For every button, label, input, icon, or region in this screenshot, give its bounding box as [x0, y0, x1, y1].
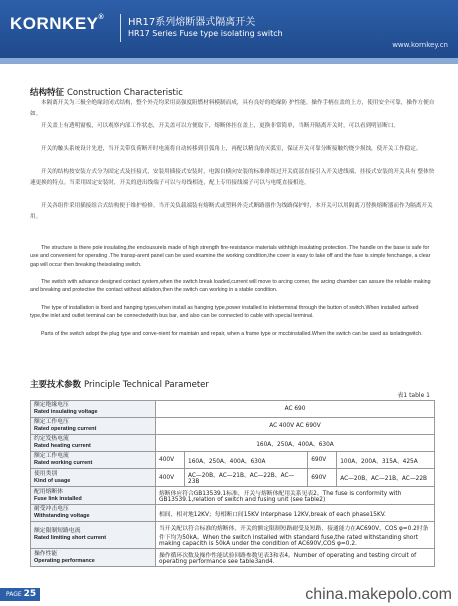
cn-paragraph: 开关的结构按安装方式分为固定式及挂接式，安装用插接式安装时，电源自横向安装的标准排组过开关底部直接引入开关进线端，挂接式安装的开关具有 整体快速更换的特点。当采用固定安装时，开关的进出线端子可以与母线相连，配上专用接线端子可以与电缆直接相连。: [30, 169, 435, 186]
table-row: [31, 522, 435, 549]
table-row: [31, 469, 435, 487]
row-label: [31, 418, 156, 435]
header-title-cn: HR17系列熔断器式隔离开关: [128, 17, 256, 28]
brand-logo: [10, 14, 104, 34]
label-cn: 额定限制短路电流: [34, 528, 81, 534]
row-value: 160A、250A、400A、630A: [156, 435, 435, 452]
current-cell: 160A、250A、400A、630A: [185, 452, 308, 469]
label-en: Operating performance: [34, 557, 95, 564]
header-title-en: HR17 Series Fuse type isolating switch: [128, 29, 283, 38]
current-cell: 100A、200A、315A、425A: [337, 452, 435, 469]
usage-cell: AC—20B、AC—21B、AC—22B、AC—23B: [185, 469, 308, 487]
table-note: 表1 table 1: [397, 392, 430, 399]
row-value: 相间、相对地12KV；每相断口间15KV Interphase 12KV,break of each phase15KV.: [156, 505, 435, 522]
parameter-table: [30, 400, 435, 567]
page-header: [0, 0, 458, 58]
voltage-cell: 690V: [308, 452, 337, 469]
label-en: Rated heating current: [34, 443, 91, 449]
row-value: AC 400V AC 690V: [156, 418, 435, 435]
label-en: Fuse link installed: [34, 495, 82, 502]
label-en: Rated operating current: [34, 426, 97, 432]
construction-title-en: Construction Characteristic: [66, 88, 183, 98]
row-value: 当开关配以符合标准的熔断体，开关的额定限制短路耐受及短路，接通能力在AC690V、COS φ=0.2时条件下均为50kA。When the switch installed with standard fuse,the rated withstanding short making capacith is 50kA under the condition of AC690V,COS φ=0.2.: [156, 522, 435, 549]
voltage-cell: 400V: [156, 452, 185, 469]
params-title-en: Principle Technical Parameter: [83, 380, 209, 390]
label-cn: 额定工作电压: [34, 419, 69, 425]
row-value: 熔断体应符合GB13539.1标准，开关与熔断体配用关系见表2。The fuse is conformity with GB13539.1,relation of switch and fusing unit (see table2): [156, 487, 435, 505]
construction-section-title: [30, 86, 183, 98]
label-cn: 约定发热电流: [34, 436, 69, 442]
usage-cell: AC—20B、AC—21B、AC—22B: [337, 469, 435, 487]
row-label: [31, 549, 156, 567]
cn-paragraph: 开关盖上有透明窗板，可以观察内部工作状态，开关盖可以方便取下，熔断体挂在盖上，更换非常简单，当断开隔离开关时，可以看到明显断口。: [41, 123, 400, 129]
label-cn: 操作性能: [34, 550, 58, 557]
row-value: 操作循环次数及操作性能试验回路参数见表3和表4。Number of operating and testing circuit of operating performance see table3and4.: [156, 549, 435, 567]
table-row: [31, 401, 435, 418]
construction-title-cn: 结构特征: [30, 88, 65, 98]
en-paragraph: The switch with advance designed contact system,when the switch break loaded,current will move to arcing corner, the arcing chamber can assure the reliable making and breaking and protective the contact without ablation,then the switch can working in a stable condition.: [30, 279, 431, 294]
voltage-cell: 690V: [308, 469, 337, 487]
row-label: [31, 452, 156, 469]
table-row: [31, 505, 435, 522]
header-strip: [0, 58, 458, 64]
label-en: Rated insulating voltage: [34, 409, 98, 415]
row-label: [31, 522, 156, 549]
label-cn: 配用熔断体: [34, 488, 63, 495]
watermark: china.makepolo.com: [305, 586, 452, 603]
page-label: PAGE: [6, 591, 22, 598]
params-section-title: [30, 378, 209, 390]
table-row: [31, 549, 435, 567]
table-row: [31, 435, 435, 452]
label-cn: 额定绝缘电压: [34, 402, 69, 408]
brand-name: KORNKEY: [10, 14, 99, 33]
row-label: [31, 435, 156, 452]
row-label: [31, 505, 156, 522]
label-en: Rated working current: [34, 460, 93, 466]
table-row: [31, 418, 435, 435]
cn-paragraph: 开关的触头系统设计先进，当开关带负荷断开时电流将自动转移到引弧角上，再配以精良的灭弧室，保证开关可靠分断接触灼烧少损蚀，使开关工作稳定。: [41, 146, 422, 152]
label-en: Withstanding voltage: [34, 513, 90, 519]
row-label: [31, 469, 156, 487]
row-value: AC 690: [156, 401, 435, 418]
row-label: [31, 401, 156, 418]
website-url: www.kornkey.cn: [392, 41, 448, 49]
label-cn: 使用类别: [34, 470, 58, 477]
trademark-symbol: ®: [98, 14, 105, 21]
page-number: 25: [23, 589, 37, 599]
cn-paragraph: 本隔离开关为三极全绝缘封闭式结构，整个外壳均采用高强度阻燃材料模制而成，具有良好的绝缘防 护性能。操作手柄在盖的上方，使用安全可靠，操作方便自如。: [30, 100, 435, 117]
cn-paragraph: 开关各组件采用插接组合式结构便于维护检修。当开关负载端装有熔断式或塑料外壳式断路器作为线路保护时，本开关可以用隔离刀替换熔断器而作为隔离开关用。: [30, 203, 433, 220]
table-row: [31, 452, 435, 469]
voltage-cell: 400V: [156, 469, 185, 487]
label-en: Rated limiting short current: [34, 535, 107, 541]
table-row: [31, 487, 435, 505]
en-paragraph: The structure is there pole insulating,the enclousurels made of high strength fire-resistance materials withhigh insulating protection. The handle on the base is safe for use and convenient for operating .The transp-arent panel can be used examine the working condition,the cover is easy to take off and the fuse is simple fenchange, a clear gap will occur then breaking theisolating switch.: [30, 245, 431, 268]
header-divider: [120, 14, 121, 42]
page-number-tab: [0, 588, 40, 601]
label-cn: 耐受冲击电压: [34, 506, 69, 512]
en-paragraph: The type of installation is fixed and hanging types,when install as hanging type,power installed to inletterminal through the button of switch.When installed asfixed type,the inlet and outlet terminal can be connectedwith bus bar, and also can be connected to cable with special terminal.: [30, 305, 419, 320]
label-cn: 额定工作电流: [34, 453, 69, 459]
row-label: [31, 487, 156, 505]
params-title-cn: 主要技术参数: [30, 380, 82, 390]
en-paragraph: Parts of the switch adopt the plug type and conve-nient for maintain and repair, when a frame type or mccbinstalled.When the switch can be used as isolatingwitch.: [41, 331, 423, 337]
label-en: Kind of usage: [34, 477, 71, 484]
